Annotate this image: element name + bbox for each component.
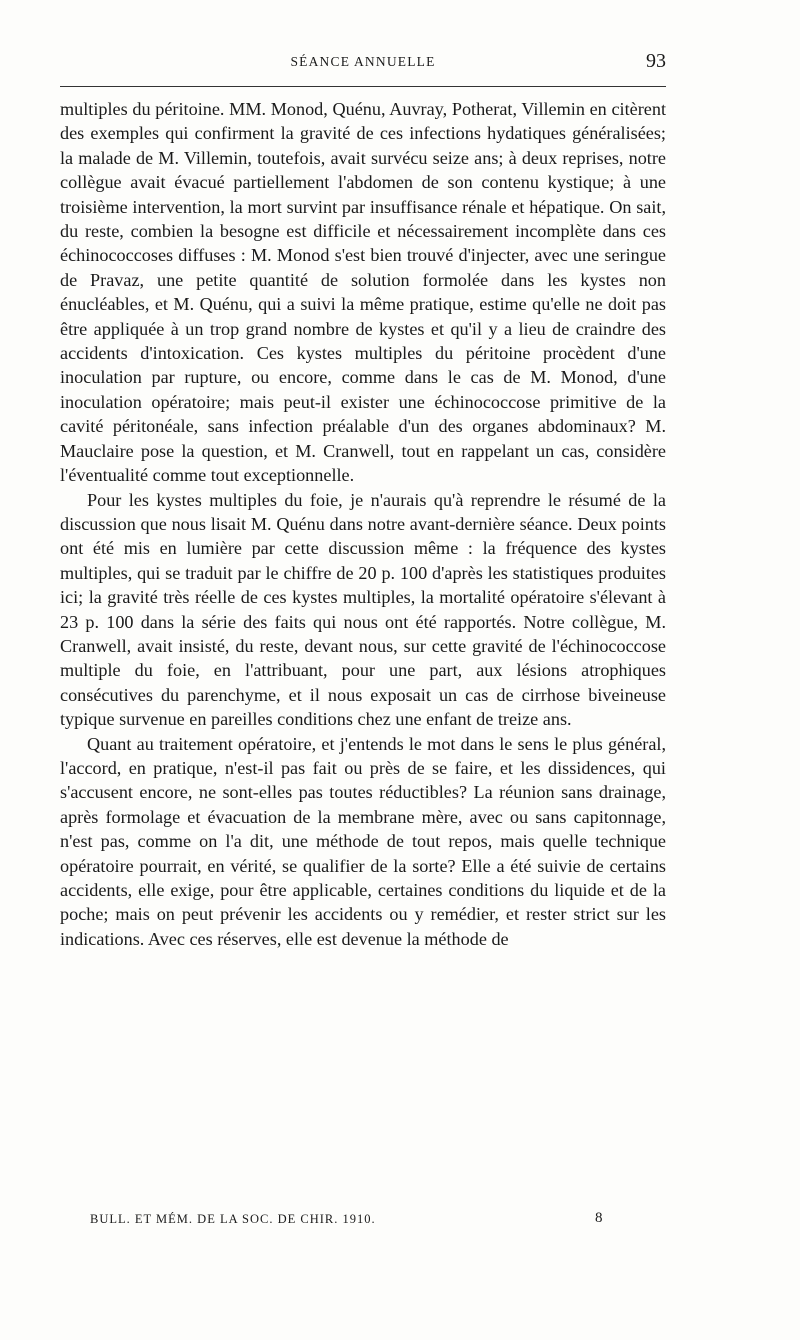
page-number: 93 [646,50,666,72]
header-rule [60,86,666,87]
paragraph-2: Pour les kystes multiples du foie, je n'aurais qu'à reprendre le résumé de la discussion que nous lisait M. Quénu dans notre avant-dernière séance. Deux points ont été mis en lumière par cette discussion même : la fréquence des kystes multiples, qui se traduit par le chiffre de 20 p. 100 d'après les statistiques produites ici; la gravité très réelle de ces kystes multiples, la mortalité opératoire s'élevant à 23 p. 100 dans la série des faits qui nous ont été rapportés. Notre collègue, M. Cranwell, avait insisté, du reste, devant nous, sur cette gravité de l'échinococcose multiple du foie, en l'attribuant, pour une part, aux lésions atrophiques consécutives du parenchyme, et il nous exposait un cas de cirrhose biveineuse typique survenue en pareilles conditions chez une enfant de treize ans. [60,489,666,730]
paragraph-3: Quant au traitement opératoire, et j'entends le mot dans le sens le plus général, l'accord, en pratique, n'est-il pas fait ou près de se faire, et les dissidences, qui s'accusent encore, ne sont-elles pas toutes réductibles? La réunion sans drainage, après formolage et évacuation de la membrane mère, avec ou sans capitonnage, n'est pas, comme on l'a dit, une méthode de tout repos, mais quelle technique opératoire pourrait, en vérité, se qualifier de la sorte? Elle a été suivie de certains accidents, elle exige, pour être applicable, certaines conditions du liquide et de la poche; mais on peut prévenir les accidents ou y remédier, et rester strict sur les indications. Avec ces réserves, elle est devenue la méthode de [60,733,666,949]
running-head [60,50,666,76]
paragraph-1: multiples du péritoine. MM. Monod, Quénu, Auvray, Potherat, Villemin en citèrent des exemples qui confirment la gravité de ces infections hydatiques généralisées; la malade de M. Villemin, toutefois, avait survécu seize ans; à deux reprises, notre collègue avait évacué partiellement l'abdomen de son contenu kystique; à une troisième intervention, la mort survint par insuffisance rénale et hépatique. On sait, du reste, combien la besogne est difficile et nécessairement incomplète dans ces échinococcoses diffuses : M. Monod s'est bien trouvé d'injecter, avec une seringue de Pravaz, une petite quantité de solution formolée dans les kystes non énucléables, et M. Quénu, qui a suivi la même pratique, estime qu'elle ne doit pas être appliquée à un trop grand nombre de kystes et qu'il y a lieu de craindre des accidents d'intoxication. Ces kystes multiples du péritoine procèdent d'une inoculation par rupture, ou encore, comme dans le cas de M. Monod, d'une inoculation opératoire; mais peut-il exister une échinococcose primitive de la cavité péritonéale, sans infection préalable d'un des organes abdominaux? M. Mauclaire pose la question, et M. Cranwell, tout en rappelant un cas, considère l'éventualité comme tout exceptionnelle. [60,99,666,486]
running-title: SÉANCE ANNUELLE [290,54,436,69]
signature-mark: 8 [595,1210,603,1226]
page [60,50,666,951]
footer [90,1212,610,1227]
body-text [60,97,666,951]
footer-citation: BULL. ET MÉM. DE LA SOC. DE CHIR. 1910. [90,1212,376,1226]
